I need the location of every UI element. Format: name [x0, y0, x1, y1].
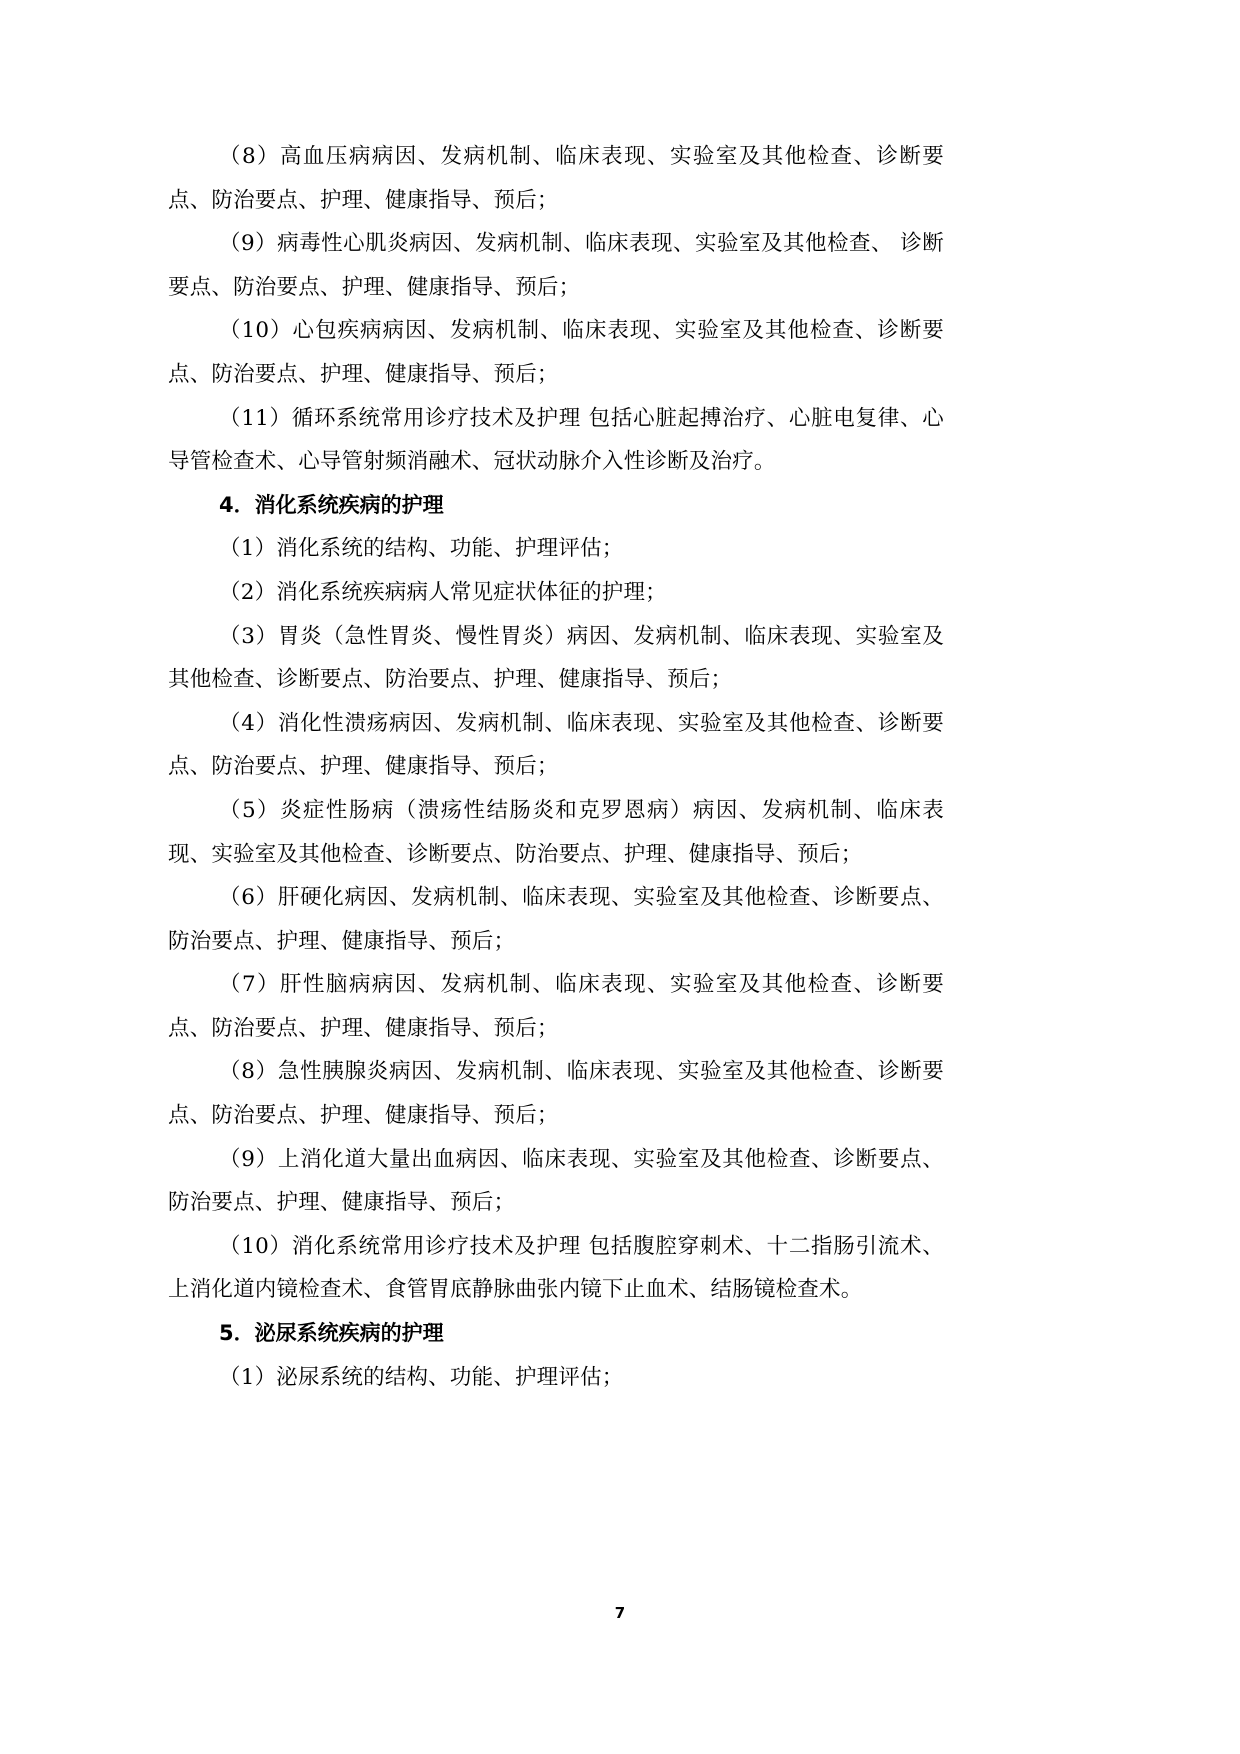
paragraph-digestive-symptoms: （2）消化系统疾病病人常见症状体征的护理； [219, 579, 667, 605]
document-page [168, 135, 944, 1399]
paragraph-peptic-ulcer: （4）消化性溃疡病因、发病机制、临床表现、实验室及其他检查、诊断要点、防治要点、护理、健康指导、预后； [168, 710, 944, 780]
paragraph-viral-myocarditis: （9）病毒性心肌炎病因、发病机制、临床表现、实验室及其他检查、 诊断要点、防治要点、护理、健康指导、预后； [168, 231, 944, 300]
paragraph-circulatory-techniques: （11）循环系统常用诊疗技术及护理 包括心脏起搏治疗、心脏电复律、心导管检查术、心导管射频消融术、冠状动脉介入性诊断及治疗。 [168, 405, 944, 475]
page-number: 7 [614, 1604, 626, 1622]
paragraph-cirrhosis: （6）肝硬化病因、发病机制、临床表现、实验室及其他检查、诊断要点、防治要点、护理、健康指导、预后； [168, 885, 944, 954]
paragraph-pericardial-disease: （10）心包疾病病因、发病机制、临床表现、实验室及其他检查、诊断要点、防治要点、护理、健康指导、预后； [168, 318, 944, 387]
paragraph-hypertension: （8）高血压病病因、发病机制、临床表现、实验室及其他检查、诊断要点、防治要点、护理、健康指导、预后； [168, 144, 944, 213]
paragraph-gastritis: （3）胃炎（急性胃炎、慢性胃炎）病因、发病机制、临床表现、实验室及其他检查、诊断要点、防治要点、护理、健康指导、预后； [168, 623, 944, 693]
paragraph-digestive-structure: （1）消化系统的结构、功能、护理评估； [219, 536, 624, 562]
paragraph-digestive-techniques: （10）消化系统常用诊疗技术及护理 包括腹腔穿刺术、十二指肠引流术、上消化道内镜检查术、食管胃底静脉曲张内镜下止血术、结肠镜检查术。 [168, 1233, 944, 1303]
paragraph-ibd: （5）炎症性肠病（溃疡性结肠炎和克罗恩病）病因、发病机制、临床表现、实验室及其他检查、诊断要点、防治要点、护理、健康指导、预后； [168, 797, 944, 867]
paragraph-gi-bleeding: （9）上消化道大量出血病因、临床表现、实验室及其他检查、诊断要点、防治要点、护理、健康指导、预后； [168, 1146, 944, 1216]
section-heading-digestive: 4．消化系统疾病的护理 [219, 492, 444, 517]
paragraph-acute-pancreatitis: （8）急性胰腺炎病因、发病机制、临床表现、实验室及其他检查、诊断要点、防治要点、护理、健康指导、预后； [168, 1059, 944, 1129]
paragraph-hepatic-encephalopathy: （7）肝性脑病病因、发病机制、临床表现、实验室及其他检查、诊断要点、防治要点、护理、健康指导、预后； [168, 972, 944, 1041]
section-heading-urinary: 5．泌尿系统疾病的护理 [219, 1321, 444, 1346]
paragraph-urinary-structure: （1）泌尿系统的结构、功能、护理评估； [219, 1364, 624, 1390]
